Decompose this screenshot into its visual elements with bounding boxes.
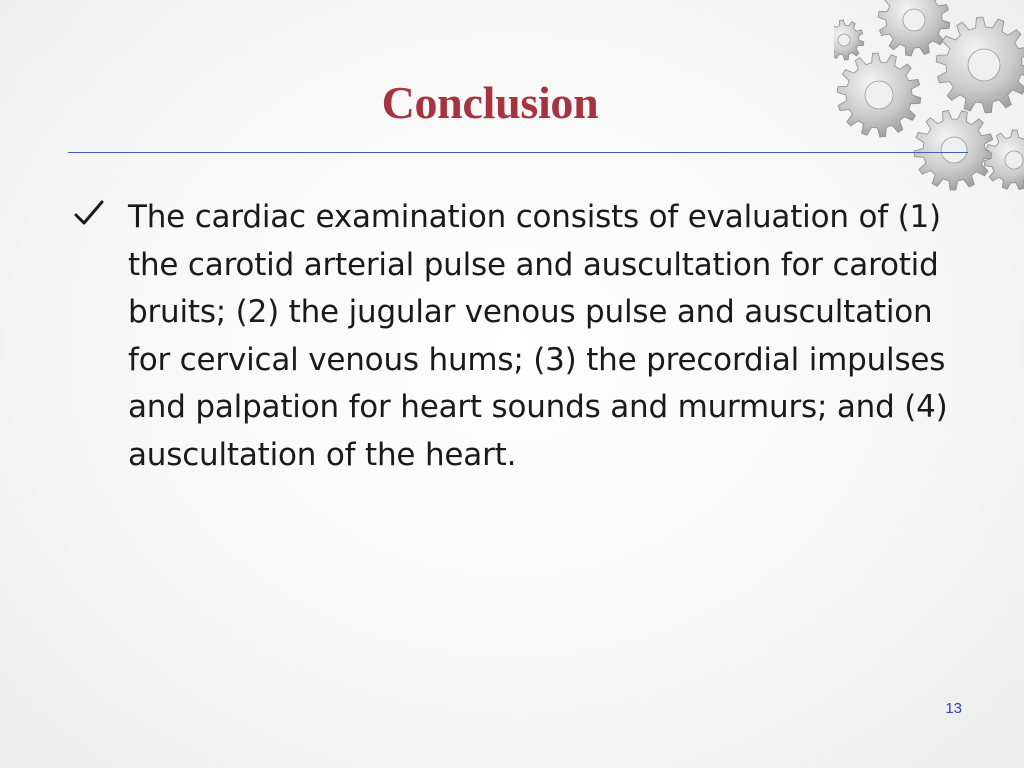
title-divider	[68, 152, 968, 153]
bullet-text: The cardiac examination consists of evaluation of (1) the carotid arterial pulse and auscultation for carotid bruits; (2) the jugular venous pulse and auscultation for cervical venous hums; (3) the precordial impulses and palpation for heart sounds and murmurs; and (4) auscultation of the heart.	[128, 199, 948, 473]
gear-hole	[1005, 151, 1023, 169]
gear-hole	[941, 137, 967, 163]
page-number: 13	[945, 700, 962, 717]
gear-hole	[903, 9, 925, 31]
gear-hole	[838, 34, 850, 46]
slide-title: Conclusion	[381, 77, 599, 128]
checkmark-icon	[72, 196, 108, 232]
